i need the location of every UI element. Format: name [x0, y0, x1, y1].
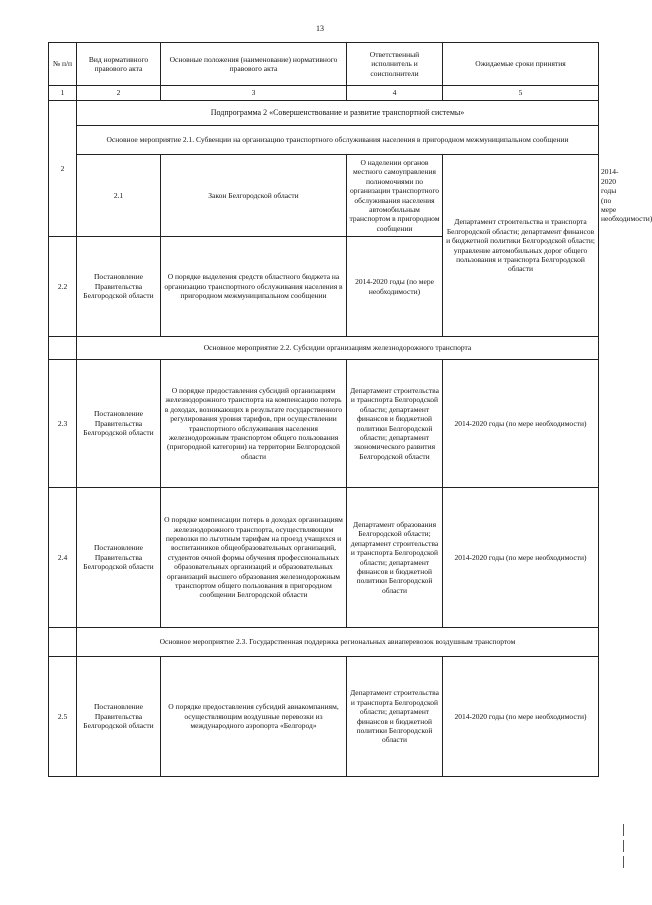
responsible: Департамент образования Белгородской области; департамент строительства и транспорта Белгородской области; департамент финансов и бюджетной политики Белгородской области — [347, 488, 443, 628]
column-number-row — [49, 86, 599, 101]
header-row — [49, 43, 599, 86]
column-number: 1 — [49, 86, 77, 101]
scan-mark — [623, 824, 624, 836]
act-content: О порядке предоставления субсидий авиакомпаниям, осуществляющим воздушные перевозки из международного аэропорта «Белгород» — [161, 657, 347, 777]
act-content: О порядке компенсации потерь в доходах организациям железнодорожного транспорта, осуществляющим перевозки по льготным тарифам на проезд учащихся и воспитанников общеобразовательных организаций, студентов очной формы обучения профессиональных образовательных организаций и образовательных организаций высшего образования железнодорожным транспортом общего пользования в пригородном сообщении Белгородской области — [161, 488, 347, 628]
event-2-1-title: Основное мероприятие 2.1. Субвенции на организацию транспортного обслуживания населения в пригородном межмуниципальном сообщении — [77, 126, 599, 155]
column-number: 4 — [347, 86, 443, 101]
table-row — [49, 360, 599, 488]
responsible: Департамент строительства и транспорта Белгородской области; департамент финансов и бюджетной политики Белгородской области; управление автомобильных дорог общего пользования и транспорта Белгородской области — [443, 155, 599, 337]
act-content: О порядке предоставления субсидий организациям железнодорожного транспорта на компенсацию потерь в доходах, возникающих в результате государственного регулирования уровня тарифов, при осуществлении транспортного обслуживания населения железнодорожным транспортом общего пользования (пригородной категории) на территории Белгородской области — [161, 360, 347, 488]
subprogram-num: 2 — [49, 101, 77, 237]
term: 2014-2020 годы (по мере необходимости) — [443, 657, 599, 777]
header-act-type: Вид нормативного правового акта — [77, 43, 161, 86]
table-row: 2.1 Закон Белгородской области О наделении органов местного самоуправления полномочиями по организации транспортного обслуживания населения автомобильным транспортом в пригородном сообщении Департамент строительства и транспорта Белгородской области; департамент финансов и бюджетной политики Белгородской области; управление автомобильных дорог общего пользования и транспорта Белгородской области 2014-2020 годы (по мере необходимости) — [49, 155, 599, 237]
scan-mark — [623, 840, 624, 852]
header-num: № п/п — [49, 43, 77, 86]
term: 2014-2020 годы (по мере необходимости) — [443, 488, 599, 628]
act-content: О наделении органов местного самоуправления полномочиями по организации транспортного обслуживания населения автомобильным транспортом в пригородном сообщении — [347, 155, 443, 237]
header-act-content: Основные положения (наименование) нормативного правового акта — [161, 43, 347, 86]
legal-acts-table — [48, 42, 652, 777]
row-num: 2.4 — [49, 488, 77, 628]
row-num: 2.2 — [49, 237, 77, 337]
header-term: Ожидаемые сроки принятия — [443, 43, 599, 86]
row-num: 2.5 — [49, 657, 77, 777]
event-row — [49, 126, 599, 155]
table-row — [49, 488, 599, 628]
row-num: 2.1 — [77, 155, 161, 237]
table-row — [49, 657, 599, 777]
column-number: 3 — [161, 86, 347, 101]
subprogram-title: Подпрограмма 2 «Совершенствование и развитие транспортной системы» — [77, 101, 599, 126]
column-number: 5 — [443, 86, 599, 101]
act-type: Постановление Правительства Белгородской области — [77, 488, 161, 628]
event-2-3-title: Основное мероприятие 2.3. Государственная поддержка региональных авиаперевозок воздушным транспортом — [77, 628, 599, 657]
act-content: О порядке выделения средств областного бюджета на организацию транспортного обслуживания населения в пригородном межмуниципальном сообщении — [161, 237, 347, 337]
term: 2014-2020 годы (по мере необходимости) — [347, 237, 443, 337]
header-responsible: Ответственный исполнитель и соисполнители — [347, 43, 443, 86]
row-num: 2.3 — [49, 360, 77, 488]
event-row — [49, 628, 599, 657]
page-number: 13 — [316, 24, 324, 33]
act-type: Постановление Правительства Белгородской области — [77, 657, 161, 777]
column-number: 2 — [77, 86, 161, 101]
term: 2014-2020 годы (по мере необходимости) — [443, 360, 599, 488]
scan-mark — [623, 856, 624, 868]
event-2-2-title: Основное мероприятие 2.2. Субсидии организациям железнодорожного транспорта — [77, 337, 599, 360]
subprogram-row — [49, 101, 599, 126]
responsible: Департамент строительства и транспорта Белгородской области; департамент финансов и бюджетной политики Белгородской области — [347, 657, 443, 777]
act-type: Постановление Правительства Белгородской области — [77, 360, 161, 488]
scan-margin-marks — [622, 820, 626, 890]
act-type: Постановление Правительства Белгородской области — [77, 237, 161, 337]
event-row — [49, 337, 599, 360]
responsible: Департамент строительства и транспорта Белгородской области; департамент финансов и бюджетной политики Белгородской области; департамент экономического развития Белгородской области — [347, 360, 443, 488]
act-type: Закон Белгородской области — [161, 155, 347, 237]
